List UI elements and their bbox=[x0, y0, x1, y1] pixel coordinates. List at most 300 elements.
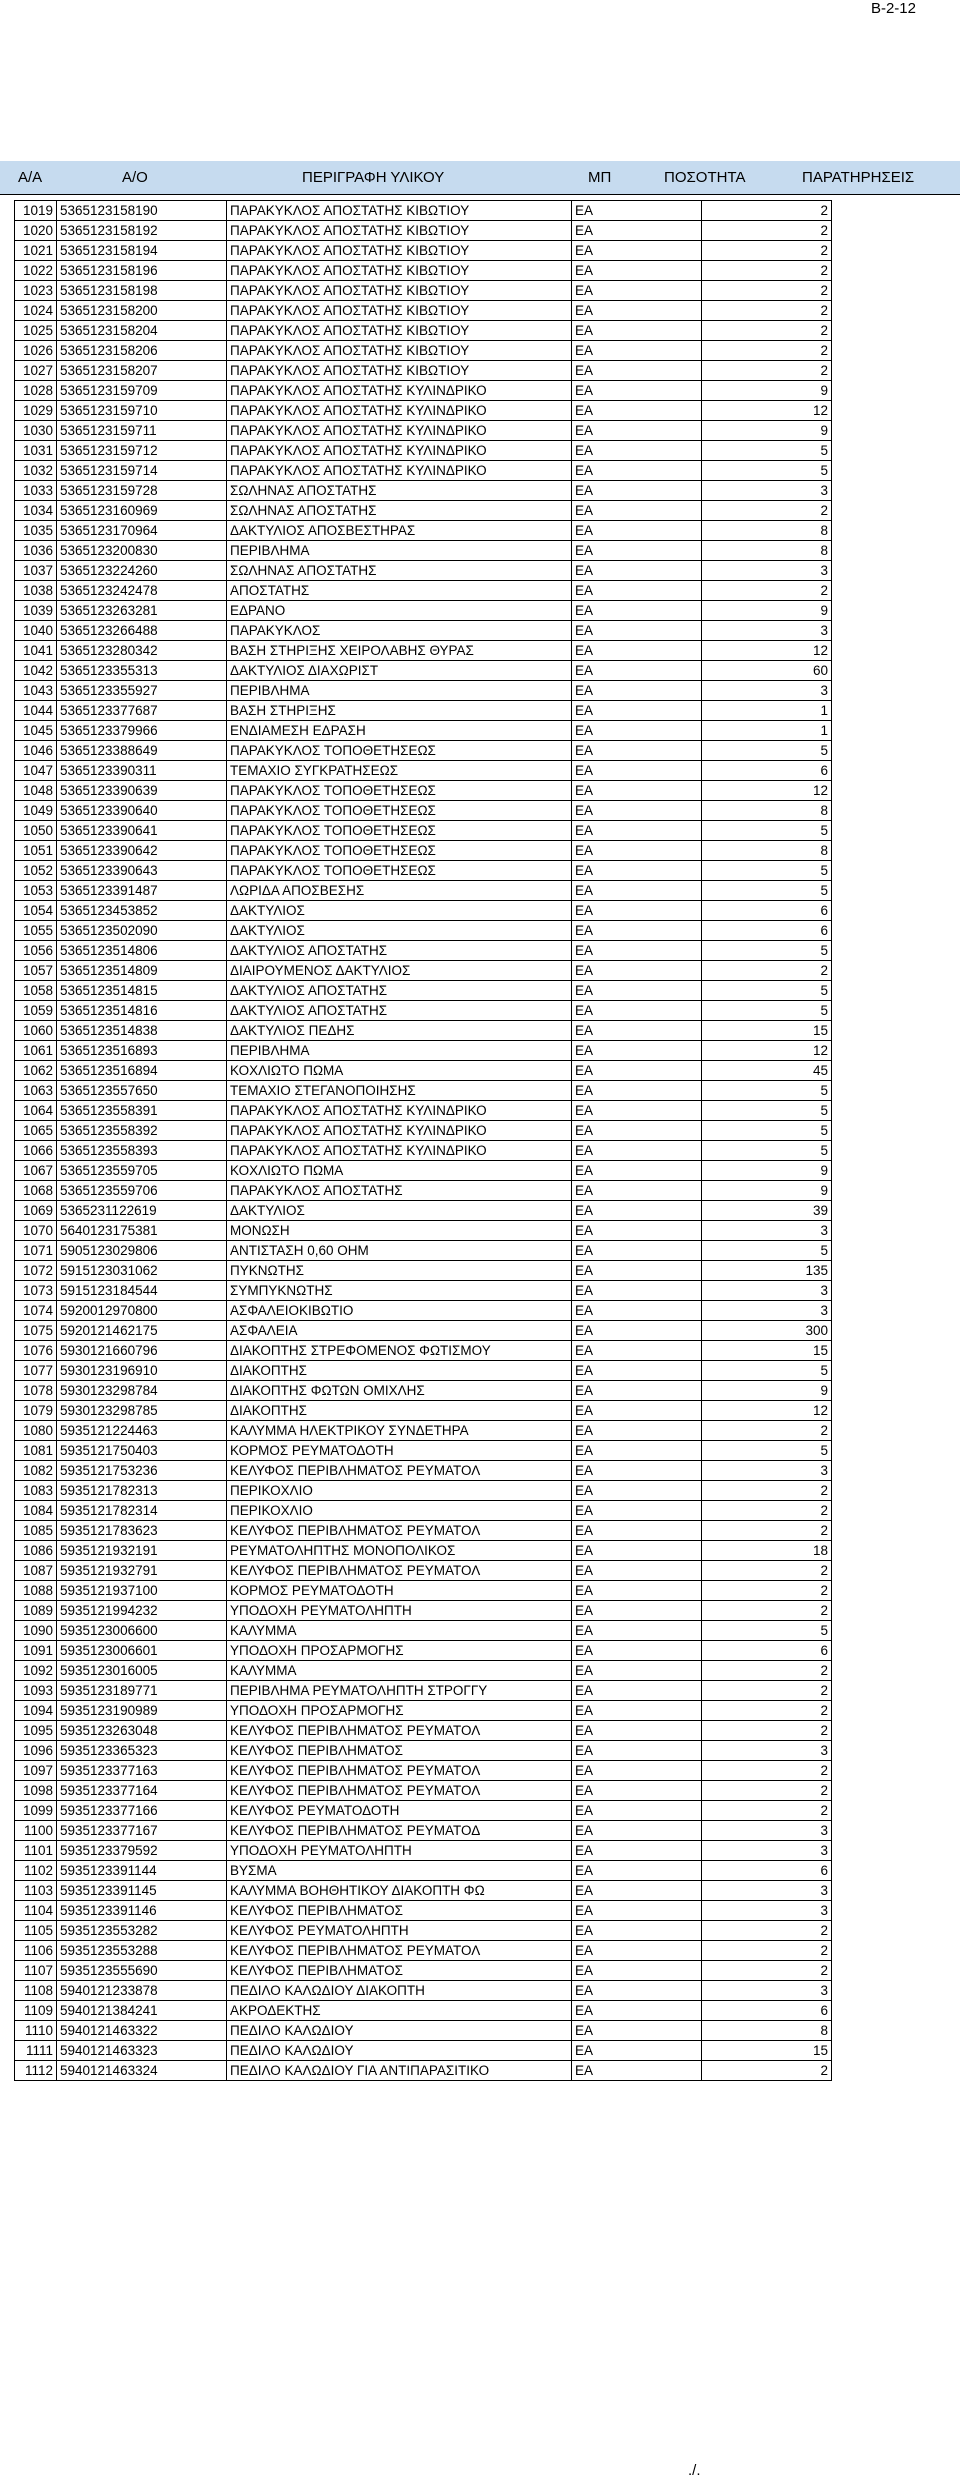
unit: ΕΑ bbox=[572, 401, 702, 421]
unit: ΕΑ bbox=[572, 1861, 702, 1881]
item-code: 5935123189771 bbox=[57, 1681, 227, 1701]
row-number: 1093 bbox=[15, 1681, 57, 1701]
row-number: 1025 bbox=[15, 321, 57, 341]
table-row bbox=[15, 501, 832, 521]
item-description: ΔΑΚΤΥΛΙΟΣ bbox=[227, 901, 572, 921]
item-description: ΠΕΔΙΛΟ ΚΑΛΩΔΙΟΥ bbox=[227, 2021, 572, 2041]
row-number: 1022 bbox=[15, 261, 57, 281]
unit: ΕΑ bbox=[572, 2021, 702, 2041]
quantity: 2 bbox=[702, 221, 832, 241]
item-description: ΠΑΡΑΚΥΚΛΟΣ ΑΠΟΣΤΑΤΗΣ ΚΥΛΙΝΔΡΙΚΟ bbox=[227, 441, 572, 461]
item-code: 5365123558393 bbox=[57, 1141, 227, 1161]
unit: ΕΑ bbox=[572, 341, 702, 361]
item-description: ΔΙΑΚΟΠΤΗΣ ΦΩΤΩΝ ΟΜΙΧΛΗΣ bbox=[227, 1381, 572, 1401]
row-number: 1096 bbox=[15, 1741, 57, 1761]
unit: ΕΑ bbox=[572, 1481, 702, 1501]
item-code: 5935121783623 bbox=[57, 1521, 227, 1541]
quantity: 5 bbox=[702, 1441, 832, 1461]
item-code: 5935123377163 bbox=[57, 1761, 227, 1781]
table-row bbox=[15, 1561, 832, 1581]
row-number: 1021 bbox=[15, 241, 57, 261]
table-row bbox=[15, 1761, 832, 1781]
unit: ΕΑ bbox=[572, 1901, 702, 1921]
row-number: 1086 bbox=[15, 1541, 57, 1561]
item-description: ΚΑΛΥΜΜΑ ΒΟΗΘΗΤΙΚΟΥ ΔΙΑΚΟΠΤΗ ΦΩ bbox=[227, 1881, 572, 1901]
row-number: 1067 bbox=[15, 1161, 57, 1181]
row-number: 1047 bbox=[15, 761, 57, 781]
unit: ΕΑ bbox=[572, 621, 702, 641]
table-row bbox=[15, 1981, 832, 2001]
item-code: 5915123184544 bbox=[57, 1281, 227, 1301]
quantity: 12 bbox=[702, 641, 832, 661]
item-code: 5365123159711 bbox=[57, 421, 227, 441]
unit: ΕΑ bbox=[572, 781, 702, 801]
quantity: 5 bbox=[702, 1361, 832, 1381]
row-number: 1091 bbox=[15, 1641, 57, 1661]
table-row bbox=[15, 261, 832, 281]
row-number: 1094 bbox=[15, 1701, 57, 1721]
table-row bbox=[15, 1841, 832, 1861]
item-description: ΥΠΟΔΟΧΗ ΠΡΟΣΑΡΜΟΓΗΣ bbox=[227, 1701, 572, 1721]
item-description: ΚΕΛΥΦΟΣ ΠΕΡΙΒΛΗΜΑΤΟΣ ΡΕΥΜΑΤΟΛ bbox=[227, 1761, 572, 1781]
unit: ΕΑ bbox=[572, 361, 702, 381]
table-row bbox=[15, 901, 832, 921]
quantity: 5 bbox=[702, 881, 832, 901]
table-row bbox=[15, 701, 832, 721]
item-code: 5365123388649 bbox=[57, 741, 227, 761]
unit: ΕΑ bbox=[572, 1001, 702, 1021]
item-code: 5365123355927 bbox=[57, 681, 227, 701]
row-number: 1105 bbox=[15, 1921, 57, 1941]
unit: ΕΑ bbox=[572, 281, 702, 301]
quantity: 2 bbox=[702, 1721, 832, 1741]
header-ao: Α/Ο bbox=[122, 169, 148, 186]
quantity: 5 bbox=[702, 1081, 832, 1101]
table-row bbox=[15, 1001, 832, 1021]
item-code: 5935123553288 bbox=[57, 1941, 227, 1961]
quantity: 2 bbox=[702, 321, 832, 341]
row-number: 1024 bbox=[15, 301, 57, 321]
row-number: 1051 bbox=[15, 841, 57, 861]
item-code: 5365123514809 bbox=[57, 961, 227, 981]
header-notes: ΠΑΡΑΤΗΡΗΣΕΙΣ bbox=[802, 169, 915, 186]
item-description: ΕΝΔΙΑΜΕΣΗ ΕΔΡΑΣΗ bbox=[227, 721, 572, 741]
row-number: 1040 bbox=[15, 621, 57, 641]
quantity: 2 bbox=[702, 1701, 832, 1721]
item-description: ΠΑΡΑΚΥΚΛΟΣ ΑΠΟΣΤΑΤΗΣ ΚΥΛΙΝΔΡΙΚΟ bbox=[227, 421, 572, 441]
item-code: 5365123160969 bbox=[57, 501, 227, 521]
row-number: 1085 bbox=[15, 1521, 57, 1541]
row-number: 1081 bbox=[15, 1441, 57, 1461]
row-number: 1071 bbox=[15, 1241, 57, 1261]
unit: ΕΑ bbox=[572, 1561, 702, 1581]
unit: ΕΑ bbox=[572, 1381, 702, 1401]
row-number: 1049 bbox=[15, 801, 57, 821]
item-code: 5940121384241 bbox=[57, 2001, 227, 2021]
row-number: 1039 bbox=[15, 601, 57, 621]
item-code: 5905123029806 bbox=[57, 1241, 227, 1261]
quantity: 2 bbox=[702, 281, 832, 301]
quantity: 5 bbox=[702, 1141, 832, 1161]
table-row bbox=[15, 1141, 832, 1161]
table-row bbox=[15, 681, 832, 701]
item-code: 5365123514815 bbox=[57, 981, 227, 1001]
unit: ΕΑ bbox=[572, 821, 702, 841]
table-row bbox=[15, 381, 832, 401]
unit: ΕΑ bbox=[572, 1781, 702, 1801]
table-row bbox=[15, 2001, 832, 2021]
row-number: 1052 bbox=[15, 861, 57, 881]
table-row bbox=[15, 1541, 832, 1561]
item-code: 5930123298785 bbox=[57, 1401, 227, 1421]
quantity: 8 bbox=[702, 801, 832, 821]
quantity: 2 bbox=[702, 361, 832, 381]
table-row bbox=[15, 321, 832, 341]
table-row bbox=[15, 2021, 832, 2041]
item-code: 5365123159709 bbox=[57, 381, 227, 401]
table-row bbox=[15, 1441, 832, 1461]
quantity: 39 bbox=[702, 1201, 832, 1221]
item-code: 5935121937100 bbox=[57, 1581, 227, 1601]
item-description: ΚΟΡΜΟΣ ΡΕΥΜΑΤΟΔΟΤΗ bbox=[227, 1581, 572, 1601]
row-number: 1028 bbox=[15, 381, 57, 401]
unit: ΕΑ bbox=[572, 1621, 702, 1641]
item-description: ΚΕΛΥΦΟΣ ΠΕΡΙΒΛΗΜΑΤΟΣ ΡΕΥΜΑΤΟΔ bbox=[227, 1821, 572, 1841]
unit: ΕΑ bbox=[572, 1161, 702, 1181]
table-row bbox=[15, 1801, 832, 1821]
quantity: 2 bbox=[702, 261, 832, 281]
row-number: 1059 bbox=[15, 1001, 57, 1021]
quantity: 2 bbox=[702, 1941, 832, 1961]
item-description: ΛΩΡΙΔΑ ΑΠΟΣΒΕΣΗΣ bbox=[227, 881, 572, 901]
table-row bbox=[15, 1961, 832, 1981]
item-code: 5935121753236 bbox=[57, 1461, 227, 1481]
item-description: ΚΟΧΛΙΩΤΟ ΠΩΜΑ bbox=[227, 1161, 572, 1181]
quantity: 2 bbox=[702, 1581, 832, 1601]
unit: ΕΑ bbox=[572, 301, 702, 321]
row-number: 1076 bbox=[15, 1341, 57, 1361]
table-row bbox=[15, 1221, 832, 1241]
row-number: 1110 bbox=[15, 2021, 57, 2041]
row-number: 1027 bbox=[15, 361, 57, 381]
unit: ΕΑ bbox=[572, 1581, 702, 1601]
table-row bbox=[15, 1421, 832, 1441]
table-row bbox=[15, 461, 832, 481]
item-code: 5935123006601 bbox=[57, 1641, 227, 1661]
item-description: ΕΔΡΑΝΟ bbox=[227, 601, 572, 621]
item-description: ΠΑΡΑΚΥΚΛΟΣ ΑΠΟΣΤΑΤΗΣ ΚΙΒΩΤΙΟΥ bbox=[227, 361, 572, 381]
materials-table bbox=[14, 200, 832, 2081]
page-id: B-2-12 bbox=[870, 0, 916, 17]
item-code: 5920012970800 bbox=[57, 1301, 227, 1321]
row-number: 1095 bbox=[15, 1721, 57, 1741]
table-row bbox=[15, 2041, 832, 2061]
table-row bbox=[15, 1461, 832, 1481]
quantity: 6 bbox=[702, 921, 832, 941]
quantity: 2 bbox=[702, 1761, 832, 1781]
unit: ΕΑ bbox=[572, 1081, 702, 1101]
table-row bbox=[15, 341, 832, 361]
unit: ΕΑ bbox=[572, 221, 702, 241]
quantity: 3 bbox=[702, 1881, 832, 1901]
unit: ΕΑ bbox=[572, 381, 702, 401]
item-description: ΠΑΡΑΚΥΚΛΟΣ ΑΠΟΣΤΑΤΗΣ ΚΙΒΩΤΙΟΥ bbox=[227, 281, 572, 301]
table-row bbox=[15, 1121, 832, 1141]
table-row bbox=[15, 1641, 832, 1661]
quantity: 5 bbox=[702, 821, 832, 841]
item-description: ΔΑΚΤΥΛΙΟΣ ΔΙΑΧΩΡΙΣΤ bbox=[227, 661, 572, 681]
item-description: ΚΕΛΥΦΟΣ ΡΕΥΜΑΤΟΛΗΠΤΗ bbox=[227, 1921, 572, 1941]
item-code: 5365123242478 bbox=[57, 581, 227, 601]
quantity: 2 bbox=[702, 1481, 832, 1501]
table-row bbox=[15, 1201, 832, 1221]
quantity: 9 bbox=[702, 601, 832, 621]
item-code: 5365123559706 bbox=[57, 1181, 227, 1201]
quantity: 60 bbox=[702, 661, 832, 681]
row-number: 1070 bbox=[15, 1221, 57, 1241]
table-row bbox=[15, 621, 832, 641]
unit: ΕΑ bbox=[572, 1321, 702, 1341]
row-number: 1101 bbox=[15, 1841, 57, 1861]
quantity: 8 bbox=[702, 521, 832, 541]
row-number: 1112 bbox=[15, 2061, 57, 2081]
quantity: 2 bbox=[702, 1921, 832, 1941]
item-description: ΠΑΡΑΚΥΚΛΟΣ ΑΠΟΣΤΑΤΗΣ ΚΙΒΩΤΙΟΥ bbox=[227, 321, 572, 341]
item-description: ΥΠΟΔΟΧΗ ΡΕΥΜΑΤΟΛΗΠΤΗ bbox=[227, 1841, 572, 1861]
unit: ΕΑ bbox=[572, 1521, 702, 1541]
unit: ΕΑ bbox=[572, 1961, 702, 1981]
table-row bbox=[15, 1401, 832, 1421]
row-number: 1098 bbox=[15, 1781, 57, 1801]
table-row bbox=[15, 961, 832, 981]
item-description: ΔΑΚΤΥΛΙΟΣ bbox=[227, 921, 572, 941]
quantity: 3 bbox=[702, 1901, 832, 1921]
quantity: 45 bbox=[702, 1061, 832, 1081]
row-number: 1036 bbox=[15, 541, 57, 561]
item-description: ΔΙΑΚΟΠΤΗΣ ΣΤΡΕΦΟΜΕΝΟΣ ΦΩΤΙΣΜΟΥ bbox=[227, 1341, 572, 1361]
item-description: ΚΑΛΥΜΜΑ bbox=[227, 1621, 572, 1641]
quantity: 9 bbox=[702, 381, 832, 401]
quantity: 3 bbox=[702, 621, 832, 641]
quantity: 2 bbox=[702, 1781, 832, 1801]
item-description: ΠΑΡΑΚΥΚΛΟΣ ΤΟΠΟΘΕΤΗΣΕΩΣ bbox=[227, 841, 572, 861]
row-number: 1029 bbox=[15, 401, 57, 421]
row-number: 1045 bbox=[15, 721, 57, 741]
table-row bbox=[15, 1521, 832, 1541]
unit: ΕΑ bbox=[572, 461, 702, 481]
quantity: 3 bbox=[702, 561, 832, 581]
row-number: 1078 bbox=[15, 1381, 57, 1401]
unit: ΕΑ bbox=[572, 2001, 702, 2021]
table-row bbox=[15, 1041, 832, 1061]
quantity: 5 bbox=[702, 1121, 832, 1141]
quantity: 5 bbox=[702, 441, 832, 461]
table-row bbox=[15, 821, 832, 841]
table-row bbox=[15, 1821, 832, 1841]
quantity: 5 bbox=[702, 981, 832, 1001]
row-number: 1069 bbox=[15, 1201, 57, 1221]
item-code: 5365123159710 bbox=[57, 401, 227, 421]
row-number: 1064 bbox=[15, 1101, 57, 1121]
unit: ΕΑ bbox=[572, 1461, 702, 1481]
unit: ΕΑ bbox=[572, 441, 702, 461]
unit: ΕΑ bbox=[572, 1921, 702, 1941]
row-number: 1072 bbox=[15, 1261, 57, 1281]
item-code: 5365123453852 bbox=[57, 901, 227, 921]
item-code: 5940121463324 bbox=[57, 2061, 227, 2081]
item-description: ΚΟΡΜΟΣ ΡΕΥΜΑΤΟΔΟΤΗ bbox=[227, 1441, 572, 1461]
row-number: 1062 bbox=[15, 1061, 57, 1081]
item-code: 5935121932191 bbox=[57, 1541, 227, 1561]
quantity: 2 bbox=[702, 1561, 832, 1581]
unit: ΕΑ bbox=[572, 1441, 702, 1461]
row-number: 1038 bbox=[15, 581, 57, 601]
table-row bbox=[15, 741, 832, 761]
unit: ΕΑ bbox=[572, 761, 702, 781]
quantity: 3 bbox=[702, 1281, 832, 1301]
item-code: 5935123555690 bbox=[57, 1961, 227, 1981]
unit: ΕΑ bbox=[572, 541, 702, 561]
row-number: 1080 bbox=[15, 1421, 57, 1441]
quantity: 5 bbox=[702, 1241, 832, 1261]
row-number: 1082 bbox=[15, 1461, 57, 1481]
unit: ΕΑ bbox=[572, 1141, 702, 1161]
quantity: 3 bbox=[702, 481, 832, 501]
quantity: 6 bbox=[702, 2001, 832, 2021]
quantity: 5 bbox=[702, 1001, 832, 1021]
quantity: 15 bbox=[702, 1021, 832, 1041]
quantity: 3 bbox=[702, 1741, 832, 1761]
table-row bbox=[15, 661, 832, 681]
item-code: 5935121932791 bbox=[57, 1561, 227, 1581]
row-number: 1032 bbox=[15, 461, 57, 481]
row-number: 1083 bbox=[15, 1481, 57, 1501]
quantity: 2 bbox=[702, 581, 832, 601]
row-number: 1054 bbox=[15, 901, 57, 921]
materials-table-body bbox=[15, 201, 832, 2081]
quantity: 5 bbox=[702, 1621, 832, 1641]
item-code: 5935121782313 bbox=[57, 1481, 227, 1501]
item-code: 5365123224260 bbox=[57, 561, 227, 581]
table-row bbox=[15, 981, 832, 1001]
item-description: ΚΕΛΥΦΟΣ ΠΕΡΙΒΛΗΜΑΤΟΣ ΡΕΥΜΑΤΟΛ bbox=[227, 1521, 572, 1541]
row-number: 1035 bbox=[15, 521, 57, 541]
item-code: 5365123158196 bbox=[57, 261, 227, 281]
item-code: 5915123031062 bbox=[57, 1261, 227, 1281]
row-number: 1060 bbox=[15, 1021, 57, 1041]
item-description: ΔΑΚΤΥΛΙΟΣ bbox=[227, 1201, 572, 1221]
item-code: 5940121463322 bbox=[57, 2021, 227, 2041]
row-number: 1087 bbox=[15, 1561, 57, 1581]
item-code: 5365123390642 bbox=[57, 841, 227, 861]
unit: ΕΑ bbox=[572, 1361, 702, 1381]
row-number: 1090 bbox=[15, 1621, 57, 1641]
table-row bbox=[15, 241, 832, 261]
item-code: 5935121994232 bbox=[57, 1601, 227, 1621]
unit: ΕΑ bbox=[572, 481, 702, 501]
table-row bbox=[15, 1861, 832, 1881]
item-code: 5935123190989 bbox=[57, 1701, 227, 1721]
row-number: 1050 bbox=[15, 821, 57, 841]
item-description: ΠΑΡΑΚΥΚΛΟΣ ΑΠΟΣΤΑΤΗΣ ΚΙΒΩΤΙΟΥ bbox=[227, 261, 572, 281]
item-description: ΑΣΦΑΛΕΙΟΚΙΒΩΤΙΟ bbox=[227, 1301, 572, 1321]
table-row bbox=[15, 641, 832, 661]
item-description: ΠΑΡΑΚΥΚΛΟΣ bbox=[227, 621, 572, 641]
item-description: ΔΑΚΤΥΛΙΟΣ ΑΠΟΣΒΕΣΤΗΡΑΣ bbox=[227, 521, 572, 541]
table-row bbox=[15, 481, 832, 501]
item-description: ΣΥΜΠΥΚΝΩΤΗΣ bbox=[227, 1281, 572, 1301]
item-code: 5365123514816 bbox=[57, 1001, 227, 1021]
quantity: 300 bbox=[702, 1321, 832, 1341]
table-row bbox=[15, 1601, 832, 1621]
item-description: ΠΑΡΑΚΥΚΛΟΣ ΑΠΟΣΤΑΤΗΣ ΚΥΛΙΝΔΡΙΚΟ bbox=[227, 461, 572, 481]
unit: ΕΑ bbox=[572, 1981, 702, 2001]
item-code: 5365123158190 bbox=[57, 201, 227, 221]
row-number: 1058 bbox=[15, 981, 57, 1001]
item-description: ΠΑΡΑΚΥΚΛΟΣ ΤΟΠΟΘΕΤΗΣΕΩΣ bbox=[227, 741, 572, 761]
item-description: ΚΕΛΥΦΟΣ ΠΕΡΙΒΛΗΜΑΤΟΣ bbox=[227, 1901, 572, 1921]
item-description: ΤΕΜΑΧΙΟ ΣΥΓΚΡΑΤΗΣΕΩΣ bbox=[227, 761, 572, 781]
item-code: 5365231122619 bbox=[57, 1201, 227, 1221]
unit: ΕΑ bbox=[572, 941, 702, 961]
quantity: 2 bbox=[702, 1501, 832, 1521]
item-code: 5935121750403 bbox=[57, 1441, 227, 1461]
row-number: 1102 bbox=[15, 1861, 57, 1881]
item-code: 5365123514838 bbox=[57, 1021, 227, 1041]
table-row bbox=[15, 281, 832, 301]
item-code: 5365123558392 bbox=[57, 1121, 227, 1141]
table-row bbox=[15, 1681, 832, 1701]
table-row bbox=[15, 2061, 832, 2081]
item-code: 5935121782314 bbox=[57, 1501, 227, 1521]
row-number: 1046 bbox=[15, 741, 57, 761]
item-description: ΑΣΦΑΛΕΙΑ bbox=[227, 1321, 572, 1341]
item-code: 5365123390641 bbox=[57, 821, 227, 841]
table-row bbox=[15, 441, 832, 461]
item-description: ΚΕΛΥΦΟΣ ΠΕΡΙΒΛΗΜΑΤΟΣ ΡΕΥΜΑΤΟΛ bbox=[227, 1941, 572, 1961]
item-description: ΔΑΚΤΥΛΙΟΣ ΑΠΟΣΤΑΤΗΣ bbox=[227, 981, 572, 1001]
row-number: 1111 bbox=[15, 2041, 57, 2061]
table-row bbox=[15, 1501, 832, 1521]
table-row bbox=[15, 1701, 832, 1721]
item-description: ΠΕΡΙΒΛΗΜΑ bbox=[227, 541, 572, 561]
table-row bbox=[15, 1921, 832, 1941]
item-description: ΒΑΣΗ ΣΤΗΡΙΞΗΣ ΧΕΙΡΟΛΑΒΗΣ ΘΥΡΑΣ bbox=[227, 641, 572, 661]
table-row bbox=[15, 721, 832, 741]
unit: ΕΑ bbox=[572, 1041, 702, 1061]
item-code: 5935123553282 bbox=[57, 1921, 227, 1941]
item-description: ΠΑΡΑΚΥΚΛΟΣ ΑΠΟΣΤΑΤΗΣ ΚΙΒΩΤΙΟΥ bbox=[227, 241, 572, 261]
item-description: ΚΕΛΥΦΟΣ ΠΕΡΙΒΛΗΜΑΤΟΣ bbox=[227, 1741, 572, 1761]
quantity: 12 bbox=[702, 1401, 832, 1421]
row-number: 1044 bbox=[15, 701, 57, 721]
quantity: 3 bbox=[702, 1981, 832, 2001]
item-code: 5935123006600 bbox=[57, 1621, 227, 1641]
row-number: 1048 bbox=[15, 781, 57, 801]
item-description: ΠΕΔΙΛΟ ΚΑΛΩΔΙΟΥ ΔΙΑΚΟΠΤΗ bbox=[227, 1981, 572, 2001]
quantity: 135 bbox=[702, 1261, 832, 1281]
row-number: 1057 bbox=[15, 961, 57, 981]
item-description: ΥΠΟΔΟΧΗ ΠΡΟΣΑΡΜΟΓΗΣ bbox=[227, 1641, 572, 1661]
table-row bbox=[15, 1881, 832, 1901]
item-description: ΠΕΔΙΛΟ ΚΑΛΩΔΙΟΥ bbox=[227, 2041, 572, 2061]
item-description: ΤΕΜΑΧΙΟ ΣΤΕΓΑΝΟΠΟΙΗΣΗΣ bbox=[227, 1081, 572, 1101]
table-row bbox=[15, 1781, 832, 1801]
item-description: ΠΑΡΑΚΥΚΛΟΣ ΤΟΠΟΘΕΤΗΣΕΩΣ bbox=[227, 781, 572, 801]
table-row bbox=[15, 1481, 832, 1501]
item-code: 5935123365323 bbox=[57, 1741, 227, 1761]
item-description: ΔΑΚΤΥΛΙΟΣ ΠΕΔΗΣ bbox=[227, 1021, 572, 1041]
